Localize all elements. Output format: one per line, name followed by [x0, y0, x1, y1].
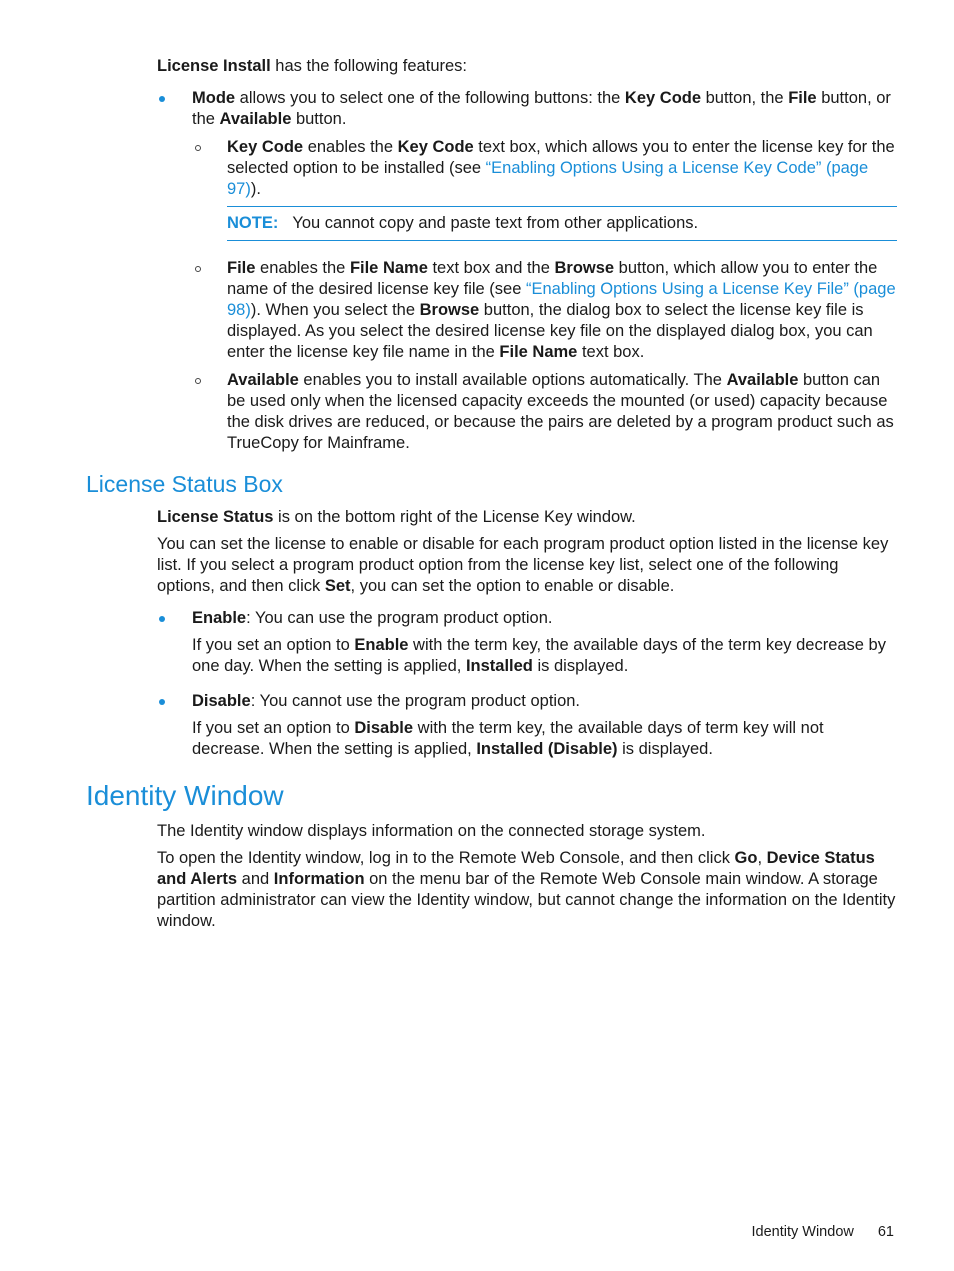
status-option-list: [157, 608, 897, 760]
available-term: Available: [227, 371, 299, 389]
mode-text: button, or the: [192, 89, 891, 128]
license-status-text: is on the bottom right of the License Key window.: [273, 508, 636, 526]
mode-text: button, the: [701, 89, 789, 107]
identity-text: on the menu bar of the Remote Web Console main window. A storage partition administrator can view the Identity window, but cannot change the information on the Identity window.: [157, 870, 896, 930]
key-code-term: Key Code: [227, 138, 304, 156]
mode-bold: File: [788, 89, 817, 107]
file-link[interactable]: “Enabling Options Using a License Key File” (page 98): [227, 280, 896, 319]
available-bold: Available: [726, 371, 799, 389]
disable-detail-bold: Installed (Disable): [476, 740, 618, 758]
license-install-block: [157, 56, 897, 454]
identity-window-heading: Identity Window: [86, 780, 284, 811]
available-text: enables you to install available options automatically. The: [298, 371, 727, 389]
file-text: button, which allow you to enter the name of the desired license key file (see: [227, 259, 878, 298]
note-label: NOTE:: [227, 214, 279, 232]
key-code-link[interactable]: “Enabling Options Using a License Key Code” (page 97): [227, 159, 869, 198]
note-text: You cannot copy and paste text from other applications.: [292, 214, 699, 232]
bullet-icon: [159, 699, 165, 705]
file-text: text box.: [577, 343, 645, 361]
note-box: [227, 206, 897, 241]
page-number: 61: [877, 1224, 894, 1240]
sub-bullet-icon: [195, 378, 201, 384]
disable-detail: [192, 718, 897, 760]
mode-bold: Available: [219, 110, 292, 128]
file-text: button, the dialog box to select the license key file is displayed. As you select the desired license key file on the displayed dialog box, you can enter the license key file name in the: [227, 301, 873, 361]
license-status-bold: Set: [324, 577, 351, 595]
bullet-icon: [159, 616, 165, 622]
license-status-text: , you can set the option to enable or disable.: [350, 577, 675, 595]
identity-text: To open the Identity window, log in to the Remote Web Console, and then click: [157, 849, 735, 867]
identity-p1: The Identity window displays information on the connected storage system.: [157, 822, 706, 840]
identity-p2: [157, 848, 897, 932]
key-code-text: enables the: [303, 138, 398, 156]
file-bold: File Name: [499, 343, 578, 361]
disable-detail-text: is displayed.: [617, 740, 713, 758]
intro-text: has the following features:: [270, 57, 468, 75]
file-text: enables the: [255, 259, 350, 277]
identity-bold: Information: [273, 870, 365, 888]
mode-paragraph: [192, 88, 897, 130]
feature-list: [157, 88, 897, 454]
key-code-paragraph: [227, 137, 897, 200]
key-code-text: ).: [250, 180, 261, 198]
disable-detail-text: with the term key, the available days of term key will not decrease. When the setting is applied,: [192, 719, 824, 758]
enable-text: : You can use the program product option.: [246, 609, 553, 627]
key-code-text: text box, which allows you to enter the license key for the selected option to be installed (see: [227, 138, 895, 177]
mode-term: Mode: [192, 89, 236, 107]
footer-section-title: Identity Window: [751, 1224, 854, 1240]
file-paragraph: [227, 258, 897, 363]
intro-term: License Install: [157, 57, 271, 75]
list-item-available: [192, 370, 897, 454]
intro-paragraph: [157, 56, 897, 77]
disable-detail-text: If you set an option to: [192, 719, 355, 737]
license-status-p2: [157, 534, 897, 597]
mode-text: button.: [291, 110, 347, 128]
available-text: button can be used only when the licensed capacity exceeds the mounted (or used) capacity because the disk drives are reduced, or because the pairs are deleted by a program product such as TrueCopy for Mainframe.: [227, 371, 894, 452]
file-text: ). When you select the: [250, 301, 420, 319]
license-status-term: License Status: [157, 508, 274, 526]
disable-text: : You cannot use the program product option.: [250, 692, 581, 710]
sub-bullet-icon: [195, 145, 201, 151]
file-text: text box and the: [427, 259, 555, 277]
identity-bold: Device Status and Alerts: [157, 849, 875, 888]
enable-detail-text: is displayed.: [532, 657, 629, 675]
list-item-disable: [157, 691, 897, 760]
identity-bold: Go: [734, 849, 758, 867]
license-status-p1: [157, 507, 897, 528]
enable-detail-text: with the term key, the available days of the term key decrease by one day. When the setting is applied,: [192, 636, 886, 675]
enable-detail-bold: Installed: [465, 657, 533, 675]
mode-text: allows you to select one of the following buttons: the: [235, 89, 625, 107]
list-item-key-code: [192, 137, 897, 241]
file-bold: Browse: [419, 301, 480, 319]
file-bold: Browse: [554, 259, 615, 277]
disable-term: Disable: [192, 692, 251, 710]
list-item-file: [192, 258, 897, 363]
enable-term: Enable: [192, 609, 247, 627]
enable-detail-bold: Enable: [354, 636, 409, 654]
key-code-bold: Key Code: [397, 138, 474, 156]
enable-detail: [192, 635, 897, 677]
license-status-text: You can set the license to enable or disable for each program product option listed in the license key list. If you select a program product option from the license key list, select one of the following options, and then click: [157, 535, 889, 595]
license-status-block: [157, 507, 897, 760]
identity-block: [157, 821, 897, 932]
license-status-heading: License Status Box: [86, 471, 283, 497]
bullet-icon: [159, 96, 165, 102]
file-term: File: [227, 259, 256, 277]
list-item-enable: [157, 608, 897, 677]
enable-paragraph: [192, 608, 897, 629]
identity-text: and: [237, 870, 274, 888]
disable-detail-bold: Disable: [354, 719, 414, 737]
page-footer: [752, 1222, 895, 1242]
disable-paragraph: [192, 691, 897, 712]
list-item-mode: [157, 88, 897, 454]
available-paragraph: [227, 370, 897, 454]
mode-sub-list: [192, 137, 897, 454]
identity-text: ,: [757, 849, 767, 867]
file-bold: File Name: [349, 259, 428, 277]
sub-bullet-icon: [195, 266, 201, 272]
mode-bold: Key Code: [624, 89, 702, 107]
enable-detail-text: If you set an option to: [192, 636, 355, 654]
